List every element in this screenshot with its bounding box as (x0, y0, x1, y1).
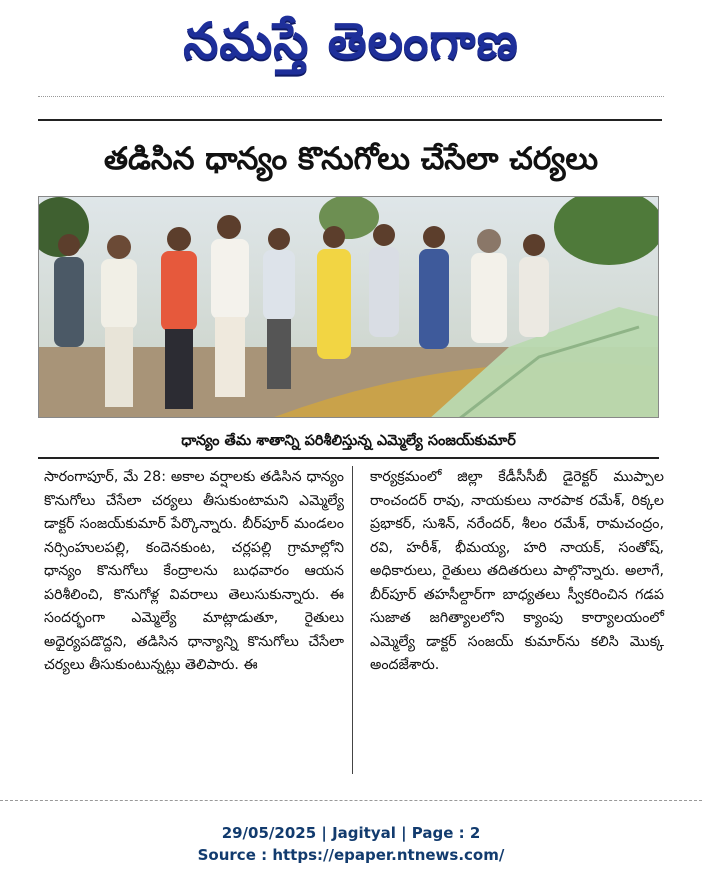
article-headline: తడిసిన ధాన్యం కొనుగోలు చేసేలా చర్యలు (103, 141, 599, 177)
footer-source-url[interactable]: Source : https://epaper.ntnews.com/ (197, 846, 505, 864)
photo-illustration (39, 197, 659, 418)
article-body-left-column (44, 466, 344, 678)
left-column-text: సారంగాపూర్, మే 28: అకాల వర్షాలకు తడిసిన ధాన్యం కొనుగోలు చేసేలా చర్యలు తీసుకుంటామని ఎమ్మెల్యే డాక్టర్ సంజయ్‌కుమార్ పేర్కొన్నారు. బీర్‌పూర్ మండలం నర్సింహులపల్లి, కందెనకుంట, చర్లపల్లి గ్రామాల్లోని ధాన్యం కొనుగోలు కేంద్రాలను బుధవారం ఆయన పరిశీలించి, కొనుగోళ్ల వివరాలు తెలుసుకున్నారు. ఈ సందర్భంగా ఎమ్మెల్యే మాట్లాడుతూ, రైతులు అధైర్యపడొద్దని, తడిసిన ధాన్యాన్ని కొనుగోలు చేసేలా చర్యలు తీసుకుంటున్నట్లు తెలిపారు. ఈ (44, 469, 344, 673)
footer-date-edition-page: 29/05/2025 | Jagityal | Page : 2 (221, 824, 481, 842)
article-photo (38, 196, 659, 418)
photo-caption: ధాన్యం తేమ శాతాన్ని పరిశీలిస్తున్న ఎమ్మెల్యే సంజయ్‌కుమార్ (38, 423, 659, 459)
article-body-right-column (370, 466, 664, 678)
right-column-text: కార్యక్రమంలో జిల్లా కేడీసీసీబీ డైరెక్టర్ ముప్పాల రాంచందర్ రావు, నాయకులు నారపాక రమేశ్, రిక్కల ప్రభాకర్, సుశిన్, నరేందర్, శీలం రమేశ్, రామచంద్రం, రవి, హరీశ్, భీమయ్య, హరి నాయక్, సంతోష్, అధికారులు, రైతులు తదితరులు పాల్గొన్నారు. అలాగే, బీర్‌పూర్ తహసీల్దార్‌గా బాధ్యతలు స్వీకరించిన గడప సుజాత జగిత్యాలలోని క్యాంపు కార్యాలయంలో ఎమ్మెల్యే డాక్టర్ సంజయ్ కుమార్‌ను కలిసి మొక్క అందజేశారు. (370, 469, 664, 673)
page-cut-line (0, 800, 702, 802)
clipping-footer (0, 822, 702, 866)
newspaper-masthead: నమస్తే తెలంగాణ (183, 11, 519, 70)
column-divider (352, 466, 353, 774)
headline-top-rule (38, 119, 662, 121)
clipped-previous-article-edge (38, 96, 664, 105)
